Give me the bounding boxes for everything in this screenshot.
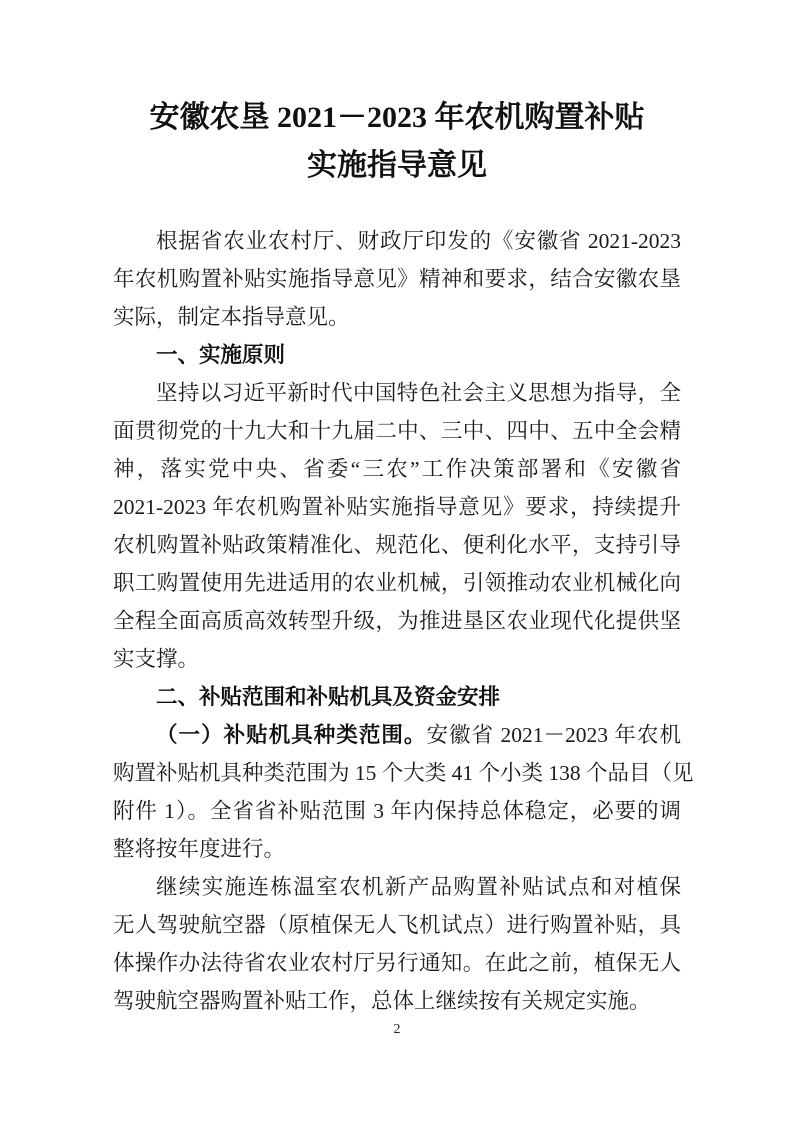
text-line: 实际，制定本指导意见。 bbox=[113, 305, 350, 329]
text-line: 年农机购置补贴实施指导意见》精神和要求，结合安徽农垦 bbox=[113, 267, 681, 291]
text-line: 农机购置补贴政策精准化、规范化、便利化水平，支持引导 bbox=[113, 533, 681, 557]
bold-lead-label: （一）补贴机具种类范围。 bbox=[156, 723, 427, 747]
text-line: 根据省农业农村厅、财政厅印发的《安徽省 2021-2023 bbox=[156, 229, 681, 253]
text-line: 驾驶航空器购置补贴工作，总体上继续按有关规定实施。 bbox=[113, 989, 651, 1013]
title-line-1: 安徽农垦 2021－2023 年农机购置补贴 bbox=[149, 101, 645, 134]
title-line-2: 实施指导意见 bbox=[307, 149, 487, 182]
text-line: 购置补贴机具种类范围为 15 个大类 41 个小类 138 个品目（见 bbox=[113, 761, 694, 785]
section-heading-2: 二、补贴范围和补贴机具及资金安排 bbox=[156, 685, 501, 709]
text-line: 坚持以习近平新时代中国特色社会主义思想为指导，全 bbox=[156, 381, 681, 405]
text-line: 2021-2023 年农机购置补贴实施指导意见》要求，持续提升 bbox=[113, 495, 681, 519]
text-line: 面贯彻党的十九大和十九届二中、三中、四中、五中全会精 bbox=[113, 419, 681, 443]
page-number: 2 bbox=[393, 1022, 401, 1037]
document-title bbox=[113, 94, 681, 190]
lead-rest-text: 安徽省 2021－2023 年农机 bbox=[426, 723, 681, 747]
text-line: 职工购置使用先进适用的农业机械，引领推动农业机械化向 bbox=[113, 571, 681, 595]
text-line: 继续实施连栋温室农机新产品购置补贴试点和对植保 bbox=[156, 875, 681, 899]
document-body bbox=[113, 222, 694, 1020]
text-line: 实支撑。 bbox=[113, 647, 200, 671]
text-line: 附件 1）。全省省补贴范围 3 年内保持总体稳定，必要的调 bbox=[113, 799, 681, 823]
text-line: 无人驾驶航空器（原植保无人飞机试点）进行购置补贴，具 bbox=[113, 913, 681, 937]
text-line: 全程全面高质高效转型升级，为推进垦区农业现代化提供坚 bbox=[113, 609, 681, 633]
section-heading-1: 一、实施原则 bbox=[156, 343, 286, 367]
text-line: 体操作办法待省农业农村厅另行通知。在此之前，植保无人 bbox=[113, 951, 681, 975]
text-line: 整将按年度进行。 bbox=[113, 837, 286, 861]
text-line bbox=[113, 716, 681, 754]
text-line: 神，落实党中央、省委“三农”工作决策部署和《安徽省 bbox=[113, 457, 681, 481]
